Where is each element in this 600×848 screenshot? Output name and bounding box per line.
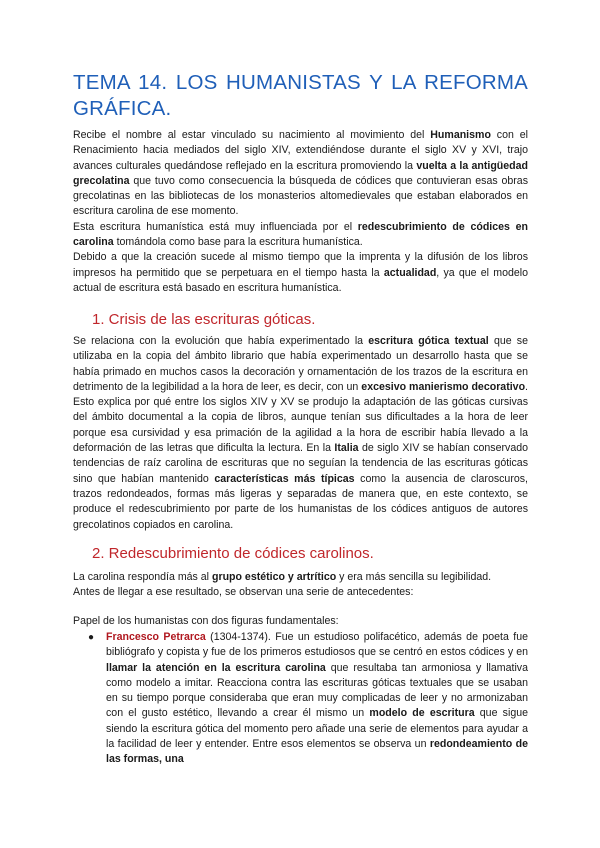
intro-paragraph-2 <box>73 220 528 251</box>
bold-run: redescubrimiento de códices en carolina <box>73 220 528 249</box>
intro-block <box>73 128 528 296</box>
text-run: , ya que el modelo actual de escritura está basado en escritura humanística. <box>73 266 528 294</box>
section-2-paragraph-1 <box>73 570 528 585</box>
page-title: TEMA 14. LOS HUMANISTAS Y LA REFORMA GRÁFICA. <box>73 71 528 120</box>
section-1-heading: 1. Crisis de las escrituras góticas. <box>92 311 316 328</box>
section-2-body <box>73 570 528 601</box>
bullet-icon: ● <box>88 632 95 643</box>
bold-run: Italia <box>334 442 359 455</box>
section-1-body <box>73 334 528 533</box>
bold-run: características más típicas <box>214 472 355 485</box>
text-run: de siglo XIV se habían conservado tendencias de raíz carolina de escrituras que no seguían la tendencia de las escrituras góticas sino que habían mantenido <box>73 442 528 485</box>
text-run: que resultaba tan armoniosa y llamativa como modelo a imitar. Reacciona contra las escrituras góticas textuales que se usaban en su tiempo porque consideraba que eran muy complicadas de leer y no armonizaban con el gusto estético, llevando a crear él mismo un <box>106 661 528 720</box>
text-run: Esta escritura humanística está muy influenciada por el <box>73 220 358 233</box>
text-run: . Esto explica por qué entre los siglos XIV y XV se produjo la adaptación de las góticas cursivas del ámbito documental a la copia de libros, aunque tenían sus dificultades a la hora de leer porque esa cursividad y esa primación de la agilidad a la hora de escribir había llevado a la deformación de las letras que dificulta la lectura. En la <box>73 380 528 455</box>
text-run: tomándola como base para la escritura humanística. <box>113 236 363 249</box>
bold-run: grupo estético y artrítico <box>211 571 337 583</box>
section-2-paragraph-2: Antes de llegar a ese resultado, se observan una serie de antecedentes: <box>73 586 414 599</box>
text-run: como la ausencia de claroscuros, trazos redondeados, formas más ligeras y separadas de manera que, en este contexto, se produce el redescubrimiento por parte de los humanistas de los códices antiguos de autores grecolatinos copiados en carolina. <box>73 472 528 531</box>
text-run: La carolina respondía más al <box>73 571 212 583</box>
text-run: que sigue siendo la escritura gótica del momento pero añade una serie de elementos para ayudar a la facilidad de leer y entender. Entre esos elementos se observa un <box>106 707 528 751</box>
section-2-paragraph-3: Papel de los humanistas con dos figuras fundamentales: <box>73 615 339 627</box>
text-run: con el Renacimiento hacia mediados del siglo XIV, extendiéndose durante el siglo XV y XVI, trajo avances culturales quedándose reflejado en la escritura promoviendo la <box>73 129 528 172</box>
text-run: que tuvo como consecuencia la búsqueda de códices que contuvieran esas obras grecolatinas en las bibliotecas de los monasterios altomedievales que estaban elaborados en escritura carolina de ese momento. <box>73 174 528 218</box>
text-run: Se relaciona con la evolución que había experimentado la <box>73 335 369 347</box>
bold-run: excesivo manierismo decorativo <box>361 380 526 393</box>
intro-paragraph-3 <box>73 250 528 296</box>
list-item <box>73 630 528 768</box>
bold-run: escritura gótica textual <box>368 335 489 347</box>
text-run: Debido a que la creación sucede al mismo tiempo que la imprenta y la difusión de los libros impresos ha permitido que se perpetuara en el tiempo hasta la <box>73 251 528 279</box>
bold-run: redondeamiento de las formas, una <box>106 738 528 766</box>
text-run: que se utilizaba en la copia del ámbito librario que había experimentado un desarrollo hasta que se había primado en muchos casos la decoración y ornamentación de los trazos de la escritura en detrimento de la legibilidad a la hora de leer, es decir, con un <box>73 335 528 393</box>
section-1-paragraph <box>73 334 528 533</box>
section-2-lead <box>73 614 528 629</box>
bold-run: llamar la atención en la escritura carolina <box>106 661 326 674</box>
bold-run: actualidad <box>383 266 437 279</box>
bold-run: Humanismo <box>430 129 491 141</box>
bold-run: modelo de escritura <box>369 707 475 720</box>
humanists-list <box>73 630 528 768</box>
text-run: (1304-1374). Fue un estudioso polifacético, además de poeta fue bibliógrafo y copista y fue de los primeros estudiosos que se centró en estos códices y en <box>106 631 528 659</box>
text-run: y era más sencilla su legibilidad. <box>336 571 492 583</box>
person-name: Francesco Petrarca <box>106 631 206 643</box>
intro-paragraph-1 <box>73 128 528 220</box>
bold-run: vuelta a la antigüedad grecolatina <box>73 159 528 187</box>
text-run: Recibe el nombre al estar vinculado su nacimiento al movimiento del <box>73 129 431 141</box>
section-2-heading: 2. Redescubrimiento de códices carolinos. <box>92 545 374 562</box>
